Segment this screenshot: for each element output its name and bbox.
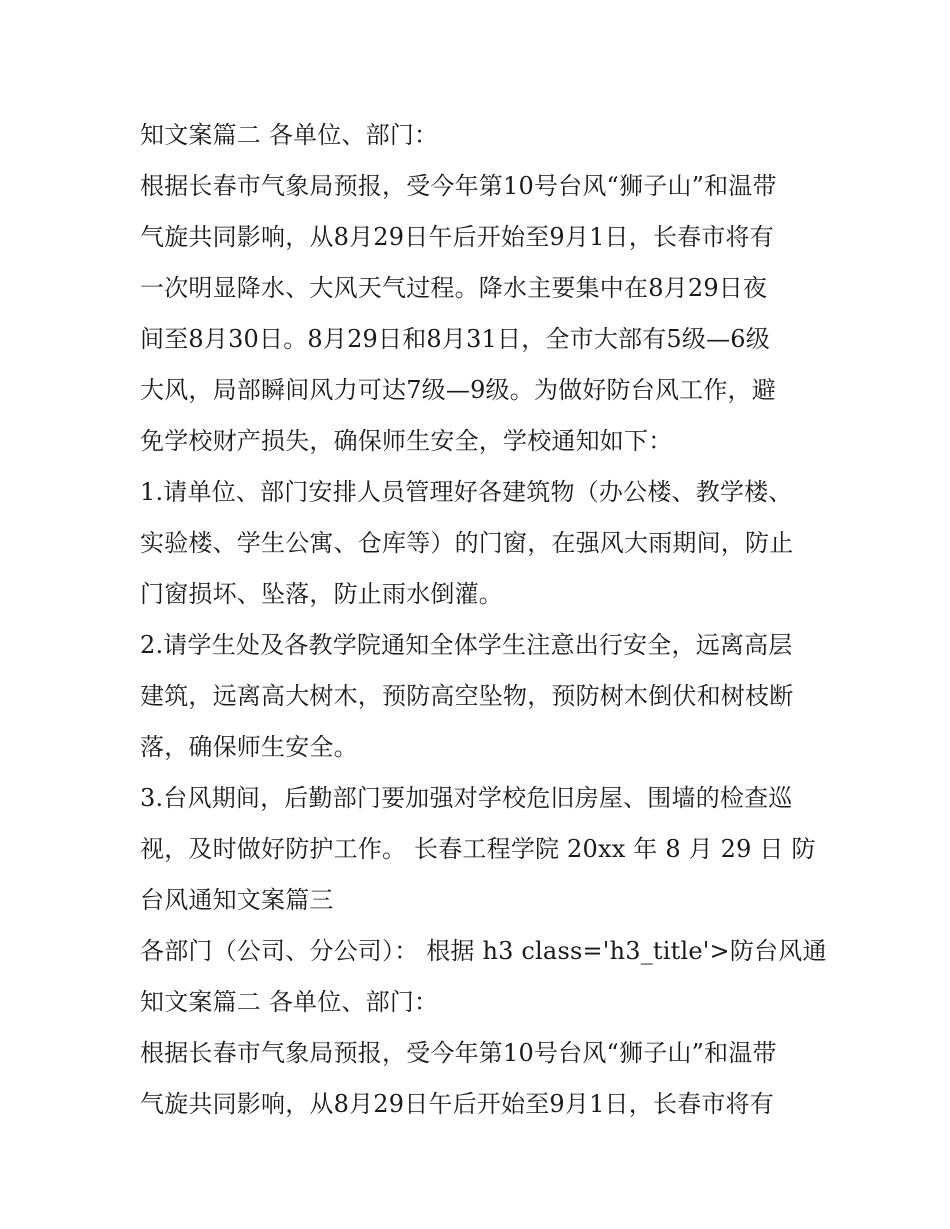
- text-line: 知文案篇二 各单位、部门：: [140, 121, 439, 149]
- text-line: 各部门（公司、分公司）： 根据 h3 class='h3_title'>防台风通: [140, 937, 827, 965]
- document-body: [140, 110, 827, 1130]
- text-line: 一次明显降水、大风天气过程。降水主要集中在8月29日夜: [140, 274, 768, 302]
- text-line: 实验楼、学生公寓、仓库等）的门窗，在强风大雨期间，防止: [140, 529, 794, 557]
- text-line: 气旋共同影响，从8月29日午后开始至9月1日，长春市将有: [140, 223, 774, 251]
- text-line: 根据长春市气象局预报，受今年第10号台风“狮子山”和温带: [140, 172, 777, 200]
- text-line: 3.台风期间，后勤部门要加强对学校危旧房屋、围墙的检查巡: [140, 784, 793, 812]
- text-line: 知文案篇二 各单位、部门：: [140, 988, 439, 1016]
- text-line: 门窗损坏、坠落，防止雨水倒灌。: [140, 580, 503, 608]
- text-line: 台风通知文案篇三: [140, 886, 334, 914]
- text-line: 建筑，远离高大树木，预防高空坠物，预防树木倒伏和树枝断: [140, 682, 794, 710]
- text-line: 间至8月30日。8月29日和8月31日，全市大部有5级—6级: [140, 325, 770, 353]
- text-line: 视，及时做好防护工作。 长春工程学院 20xx 年 8 月 29 日 防: [140, 835, 816, 863]
- text-line: 2.请学生处及各教学院通知全体学生注意出行安全，远离高层: [140, 631, 793, 659]
- text-line: 落，确保师生安全。: [140, 733, 358, 761]
- text-line: 免学校财产损失，确保师生安全，学校通知如下：: [140, 427, 673, 455]
- text-line: 1.请单位、部门安排人员管理好各建筑物（办公楼、教学楼、: [140, 478, 793, 506]
- text-line: 大风，局部瞬间风力可达7级—9级。为做好防台风工作，避: [140, 376, 776, 404]
- text-line: 气旋共同影响，从8月29日午后开始至9月1日，长春市将有: [140, 1090, 774, 1118]
- text-line: 根据长春市气象局预报，受今年第10号台风“狮子山”和温带: [140, 1039, 777, 1067]
